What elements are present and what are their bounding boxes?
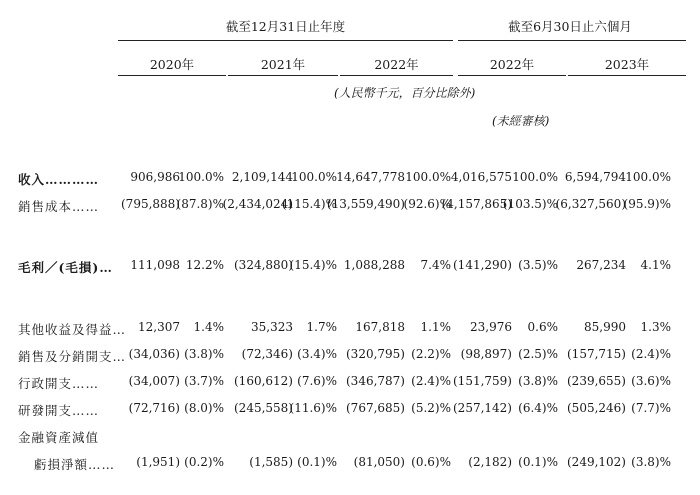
percent-cell: (3.8)% (184, 347, 224, 361)
value-cell: 267,234 (576, 258, 626, 272)
percent-cell: 1.1% (420, 320, 451, 334)
value-cell: 167,818 (355, 320, 405, 334)
value-cell: 2,109,144 (231, 170, 293, 184)
percent-cell: (3.7)% (184, 374, 224, 388)
row-label: 金融資產減值 (18, 430, 100, 445)
percent-cell: (3.8)% (518, 374, 558, 388)
value-cell: (6,327,560) (555, 197, 626, 211)
value-cell: (2,434,024) (222, 197, 293, 211)
year-rule-2020 (118, 75, 226, 76)
value-cell: (767,685) (346, 401, 405, 415)
percent-cell: (7.6)% (297, 374, 337, 388)
percent-cell: (2.5)% (518, 347, 558, 361)
value-cell: (160,612) (234, 374, 293, 388)
value-cell: 906,986 (130, 170, 180, 184)
percent-cell: (3.8)% (631, 455, 671, 469)
percent-cell: 1.7% (306, 320, 337, 334)
value-cell: (249,102) (567, 455, 626, 469)
value-cell: (72,346) (241, 347, 293, 361)
value-cell: (257,142) (453, 401, 512, 415)
value-cell: 12,307 (138, 320, 180, 334)
row-label: 研發開支…… (18, 403, 100, 418)
percent-cell: (87.8)% (176, 197, 224, 211)
percent-cell: (11.6)% (289, 401, 337, 415)
year-header-2022: 2022年 (374, 57, 419, 72)
value-cell: 23,976 (470, 320, 512, 334)
unit-note: (人民幣千元，百分比除外) (334, 86, 476, 100)
year-header-2022-h1: 2022年 (489, 57, 535, 72)
percent-cell: (15.4)% (289, 258, 337, 272)
percent-cell: (92.6)% (403, 197, 451, 211)
percent-cell: (0.6)% (411, 455, 451, 469)
value-cell: (505,246) (567, 401, 626, 415)
year-header-2020: 2020年 (149, 57, 195, 72)
value-cell: 14,647,778 (336, 170, 405, 184)
value-cell: (98,897) (460, 347, 512, 361)
value-cell: (34,036) (128, 347, 180, 361)
row-label: 收入………… (18, 172, 100, 187)
row-label: 其他收益及得益… (18, 322, 127, 337)
value-cell: (795,888) (121, 197, 180, 211)
group-title-full-year: 截至12月31日止年度 (225, 19, 346, 34)
value-cell: (320,795) (346, 347, 405, 361)
percent-cell: 100.0% (178, 170, 224, 184)
unaudited-note: (未經審核) (492, 114, 550, 128)
value-cell: (81,050) (353, 455, 405, 469)
percent-cell: (115.4)% (281, 197, 337, 211)
percent-cell: 100.0% (512, 170, 558, 184)
year-rule-2022 (340, 75, 453, 76)
percent-cell: 7.4% (420, 258, 451, 272)
percent-cell: (2.4)% (631, 347, 671, 361)
year-rule-2022-h1 (458, 75, 566, 76)
value-cell: (2,182) (468, 455, 512, 469)
group-rule-six-months (458, 40, 686, 41)
row-label: 銷售成本…… (18, 199, 100, 214)
row-label: 虧損淨額…… (34, 457, 116, 472)
value-cell: 1,088,288 (343, 258, 405, 272)
value-cell: (151,759) (453, 374, 512, 388)
row-label: 行政開支…… (18, 376, 100, 391)
value-cell: 35,323 (251, 320, 293, 334)
percent-cell: (7.7)% (631, 401, 671, 415)
percent-cell: 1.4% (193, 320, 224, 334)
percent-cell: (2.4)% (411, 374, 451, 388)
value-cell: (346,787) (346, 374, 405, 388)
year-header-2023-h1: 2023年 (604, 57, 650, 72)
year-rule-2023-h1 (568, 75, 686, 76)
value-cell: (1,585) (249, 455, 293, 469)
year-rule-2021 (228, 75, 338, 76)
value-cell: 6,594,794 (564, 170, 626, 184)
percent-cell: (103.5)% (502, 197, 558, 211)
group-title-six-months: 截至6月30日止六個月 (508, 19, 632, 34)
percent-cell: 100.0% (291, 170, 337, 184)
percent-cell: 4.1% (640, 258, 671, 272)
year-header-2021: 2021年 (260, 57, 306, 72)
group-rule-full-year (118, 40, 453, 41)
percent-cell: (95.9)% (623, 197, 671, 211)
value-cell: (157,715) (567, 347, 626, 361)
value-cell: 85,990 (584, 320, 626, 334)
value-cell: (324,880) (234, 258, 293, 272)
percent-cell: (0.2)% (184, 455, 224, 469)
percent-cell: (8.0)% (184, 401, 224, 415)
value-cell: 111,098 (130, 258, 180, 272)
row-label: 銷售及分銷開支… (18, 349, 127, 364)
row-label: 毛利／(毛損)… (18, 260, 113, 275)
value-cell: (13,559,490) (326, 197, 405, 211)
percent-cell: (5.2)% (411, 401, 451, 415)
percent-cell: (6.4)% (518, 401, 558, 415)
value-cell: (239,655) (567, 374, 626, 388)
percent-cell: (3.5)% (518, 258, 558, 272)
value-cell: (1,951) (136, 455, 180, 469)
value-cell: 4,016,575 (450, 170, 512, 184)
value-cell: (245,558) (234, 401, 293, 415)
value-cell: (141,290) (453, 258, 512, 272)
percent-cell: 0.6% (527, 320, 558, 334)
percent-cell: (0.1)% (518, 455, 558, 469)
percent-cell: 100.0% (405, 170, 451, 184)
percent-cell: (0.1)% (297, 455, 337, 469)
value-cell: (72,716) (128, 401, 180, 415)
percent-cell: (3.4)% (297, 347, 337, 361)
value-cell: (34,007) (128, 374, 180, 388)
percent-cell: 12.2% (185, 258, 224, 272)
percent-cell: 100.0% (625, 170, 671, 184)
percent-cell: (2.2)% (411, 347, 451, 361)
percent-cell: 1.3% (640, 320, 671, 334)
percent-cell: (3.6)% (631, 374, 671, 388)
value-cell: (4,157,865) (441, 197, 512, 211)
